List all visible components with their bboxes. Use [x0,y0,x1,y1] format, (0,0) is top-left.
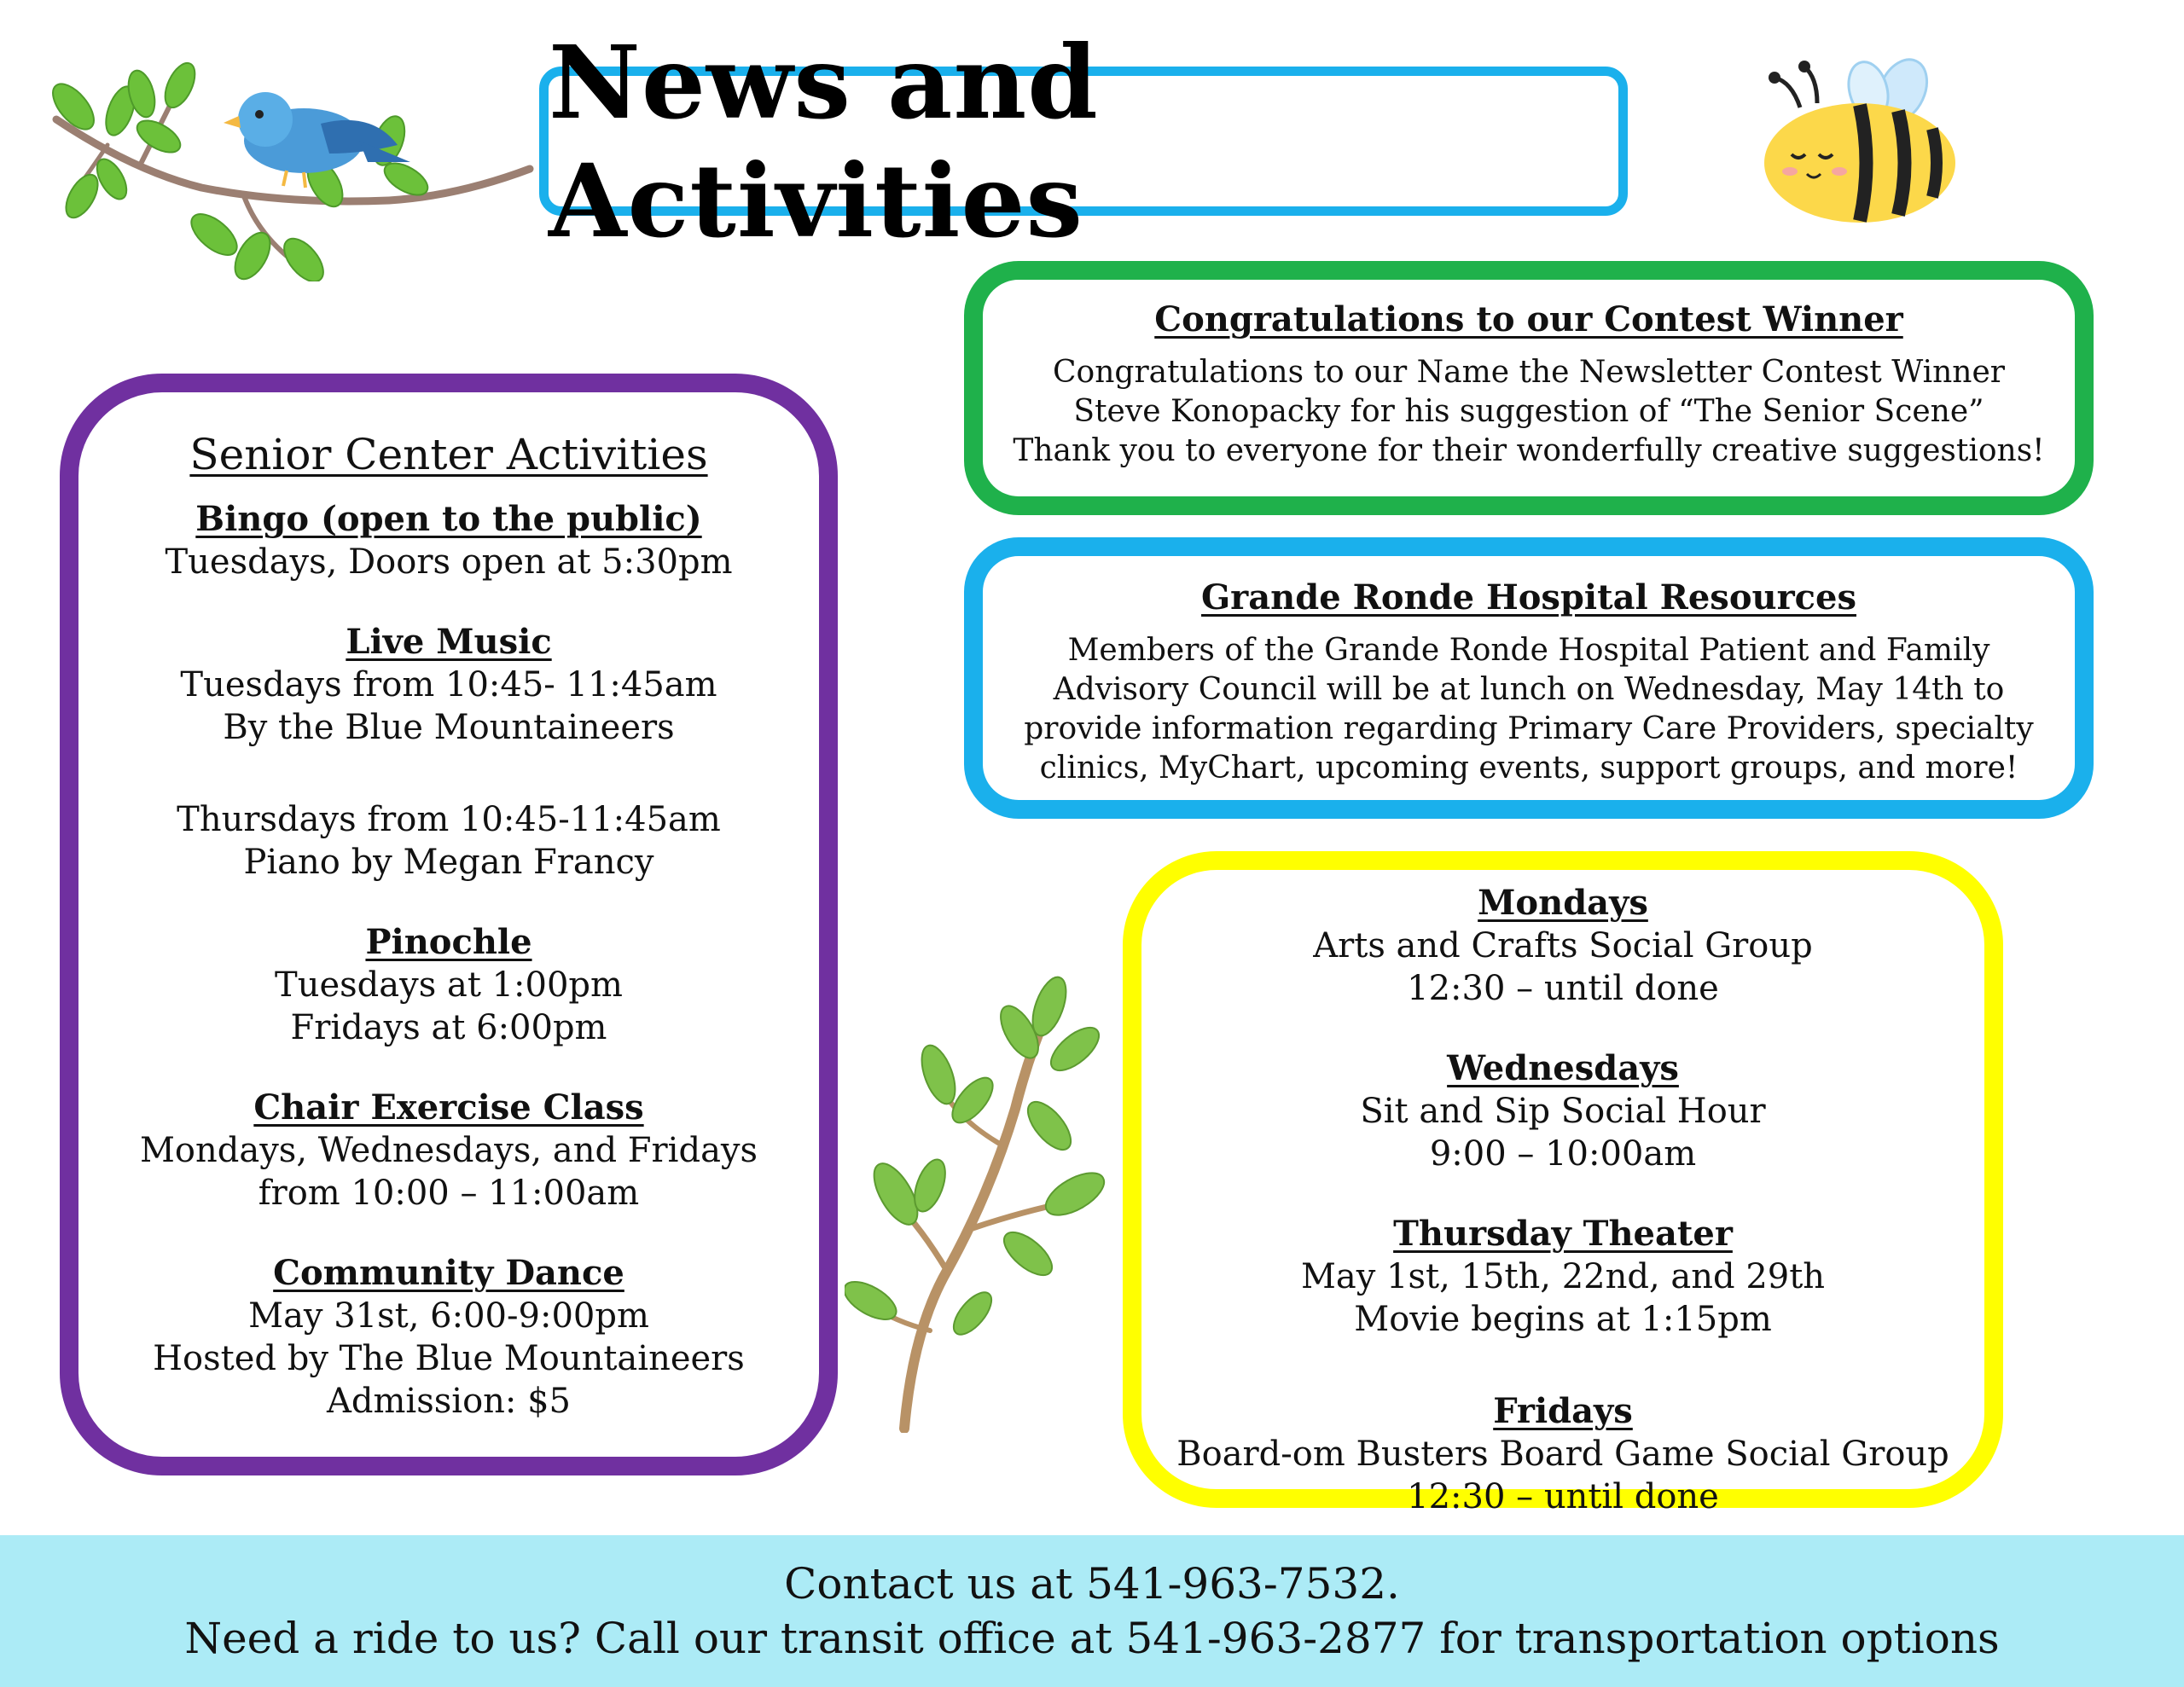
senior-center-title: Senior Center Activities [189,430,708,479]
chair-exercise-line: Mondays, Wednesdays, and Fridays [139,1131,758,1170]
hospital-line: Members of the Grande Ronde Hospital Patient and Family [1067,633,1990,668]
thursday-theater-line: Movie begins at 1:15pm [1354,1300,1772,1339]
contact-footer [0,1535,2184,1687]
hospital-line: provide information regarding Primary Care Providers, specialty [1024,711,2034,746]
weekly-schedule-panel [1123,851,2003,1516]
community-dance-line: May 31st, 6:00-9:00pm [248,1296,649,1336]
wednesdays-line: 9:00 – 10:00am [1429,1134,1697,1174]
hospital-resources-panel [964,537,2094,819]
pinochle-line: Fridays at 6:00pm [290,1008,607,1047]
contest-line: Steve Konopacky for his suggestion of “The Senior Scene” [1073,394,1984,429]
thursday-theater-line: May 1st, 15th, 22nd, and 29th [1300,1257,1826,1296]
hospital-heading: Grande Ronde Hospital Resources [1201,577,1856,617]
live-music-line: Thursdays from 10:45-11:45am [177,800,721,839]
chair-exercise-line: from 10:00 – 11:00am [258,1174,640,1213]
wednesdays-line: Sit and Sip Social Hour [1360,1092,1766,1131]
live-music-line: Tuesdays from 10:45- 11:45am [180,665,717,704]
chair-exercise-heading: Chair Exercise Class [253,1087,644,1128]
contact-phone-text: Contact us at 541-963-7532. [784,1559,1400,1609]
senior-center-panel [60,374,838,1475]
live-music-heading: Live Music [346,622,552,662]
mondays-line: 12:30 – until done [1407,969,1719,1008]
pinochle-heading: Pinochle [365,922,532,962]
live-music-line: By the Blue Mountaineers [223,708,675,747]
hospital-line: clinics, MyChart, upcoming events, support groups, and more! [1039,751,2018,786]
community-dance-line: Admission: $5 [327,1382,571,1421]
leafy-branch-icon [845,972,1118,1433]
contest-line: Thank you to everyone for their wonderfully creative suggestions! [1013,433,2045,468]
thursday-theater-heading: Thursday Theater [1393,1214,1733,1254]
bee-icon [1757,56,1971,227]
page-title: News and Activities [549,22,1099,260]
live-music-line: Piano by Megan Francy [243,843,654,882]
wednesdays-heading: Wednesdays [1447,1048,1679,1088]
transit-info-text: Need a ride to us? Call our transit office at 541-963-2877 for transportation options [184,1614,2000,1663]
mondays-heading: Mondays [1478,883,1648,923]
contest-heading: Congratulations to our Contest Winner [1154,299,1903,339]
bird-on-branch-icon [31,60,534,281]
community-dance-line: Hosted by The Blue Mountaineers [153,1339,745,1378]
fridays-line: 12:30 – until done [1407,1477,1719,1516]
pinochle-line: Tuesdays at 1:00pm [275,965,623,1005]
fridays-heading: Fridays [1493,1391,1633,1431]
contest-line: Congratulations to our Name the Newsletter Contest Winner [1053,355,2005,390]
title-banner [539,22,1628,260]
bingo-schedule: Tuesdays, Doors open at 5:30pm [165,542,733,582]
community-dance-heading: Community Dance [273,1253,624,1293]
mondays-line: Arts and Crafts Social Group [1313,926,1813,965]
hospital-line: Advisory Council will be at lunch on Wednesday, May 14th to [1053,672,2005,707]
fridays-line: Board-om Busters Board Game Social Group [1176,1435,1949,1474]
contest-winner-panel [964,261,2094,515]
bingo-heading: Bingo (open to the public) [195,499,702,539]
